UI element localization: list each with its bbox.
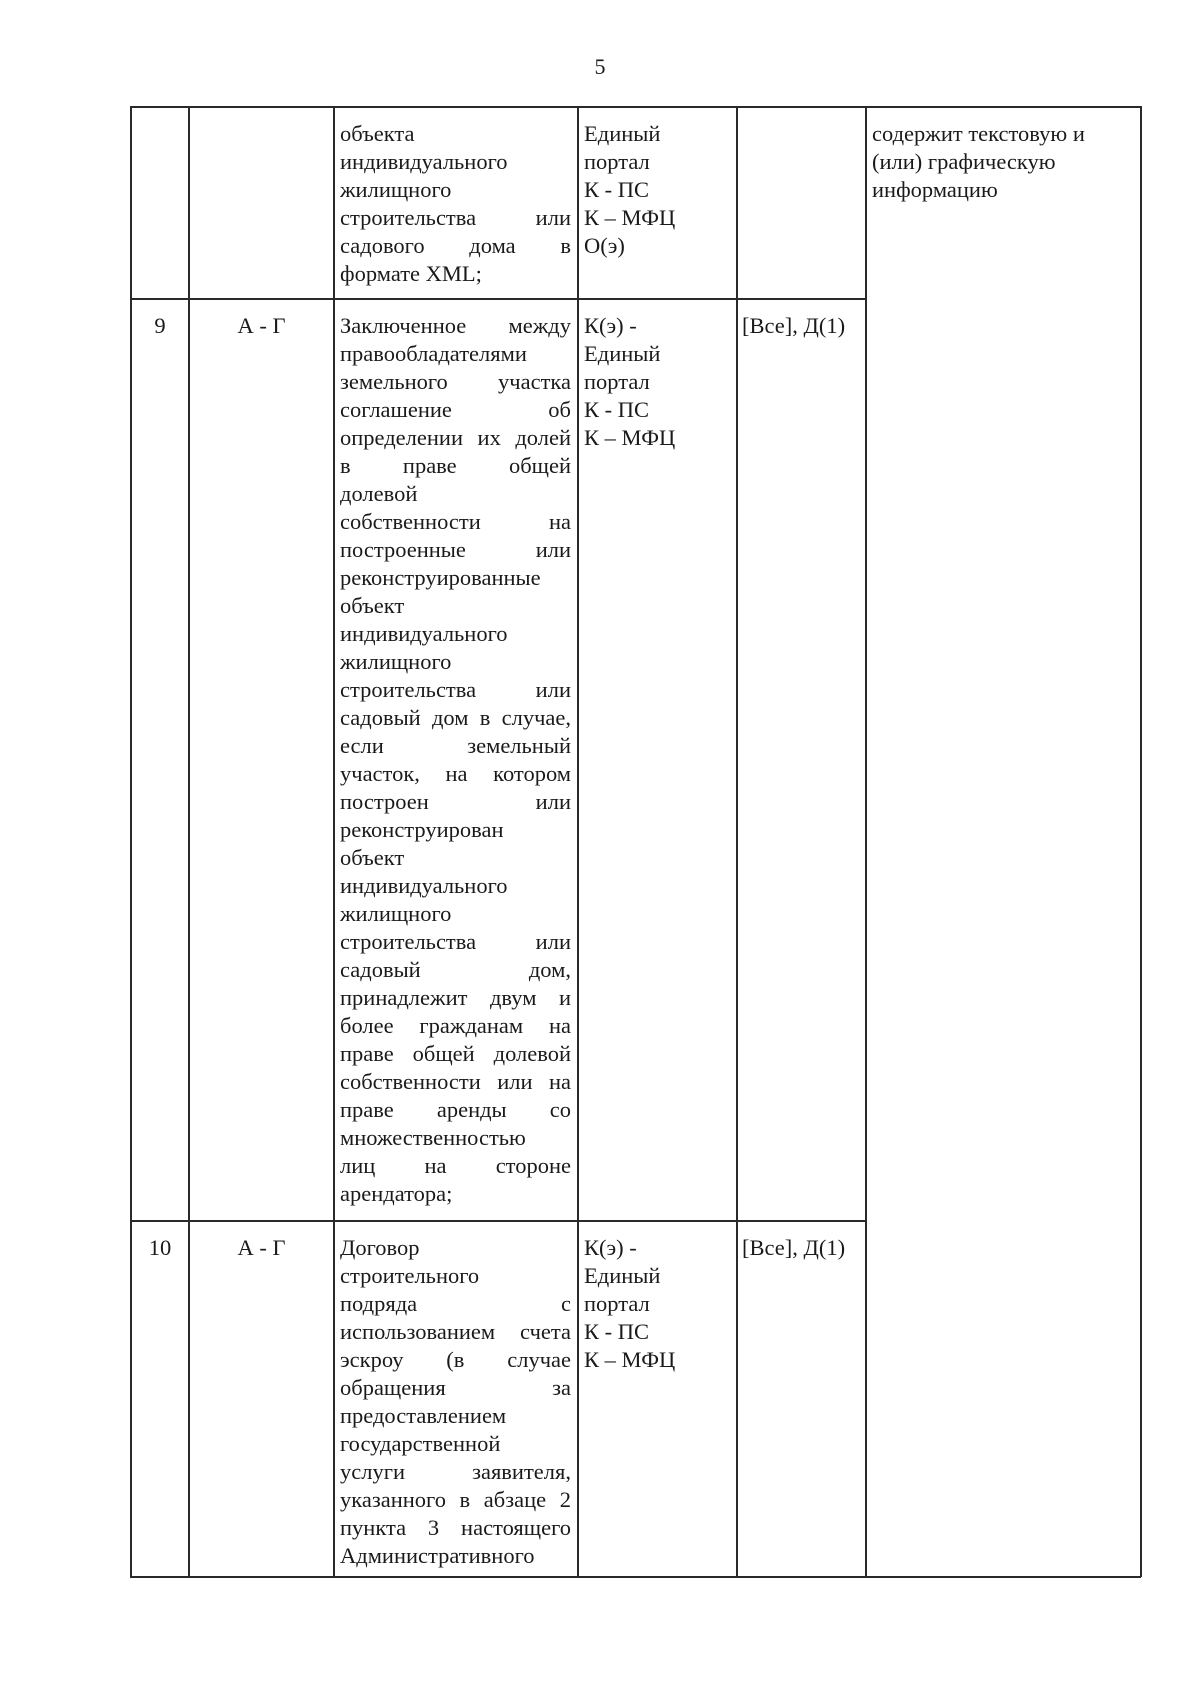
row-divider — [130, 1220, 867, 1222]
document-name-cell — [340, 312, 571, 1208]
column-divider — [865, 106, 867, 1577]
text-line: построенные или — [340, 537, 571, 562]
category-cell — [190, 1234, 333, 1262]
text-line: реконструированные — [340, 565, 541, 590]
text-line: участок, на котором — [340, 761, 571, 786]
notes-cell — [872, 120, 1136, 204]
text-line: обращения за — [340, 1375, 571, 1400]
text-line: О(э) — [584, 233, 625, 258]
text-line: К(э) - — [584, 313, 637, 338]
text-line: построен или — [340, 789, 571, 814]
text-line: правообладателями — [340, 341, 527, 366]
text-line: формате XML; — [340, 261, 482, 286]
text-line: жилищного — [340, 649, 452, 674]
document-name-cell — [340, 120, 571, 288]
column-divider — [333, 106, 335, 1577]
text-line: пункта 3 настоящего — [340, 1515, 571, 1540]
text-line: Единый — [584, 121, 661, 146]
text-line: К – МФЦ — [584, 1347, 676, 1372]
text-line: портал — [584, 149, 650, 174]
text-line: портал — [584, 369, 650, 394]
text-line: объект — [340, 845, 405, 870]
text-line: К(э) - — [584, 1235, 637, 1260]
category-cell — [190, 312, 333, 340]
text-line: содержит текстовую и — [872, 121, 1085, 146]
text-line: Единый — [584, 1263, 661, 1288]
form-cell — [742, 312, 864, 340]
text-line: собственности на — [340, 509, 571, 534]
row-divider — [130, 298, 867, 300]
channels-cell — [584, 1234, 732, 1374]
text-line: множественностью — [340, 1125, 526, 1150]
text-line: определении их долей — [340, 425, 571, 450]
text-line: К - ПС — [584, 397, 650, 422]
text-line: строительного — [340, 1263, 480, 1288]
text-line: объект — [340, 593, 405, 618]
text-line: индивидуального — [340, 873, 508, 898]
form-cell — [742, 1234, 864, 1262]
text-line: земельного участка — [340, 369, 571, 394]
text-line: реконструирован — [340, 817, 504, 842]
text-line: государственной — [340, 1431, 501, 1456]
text-line: принадлежит двум и — [340, 985, 571, 1010]
text-line: подряда с — [340, 1291, 571, 1316]
text-line: портал — [584, 1291, 650, 1316]
channels-cell — [584, 120, 732, 260]
text-line: Заключенное между — [340, 313, 571, 338]
channels-cell — [584, 312, 732, 452]
row-number-cell — [132, 312, 188, 340]
text-line: более гражданам на — [340, 1013, 571, 1038]
text-line: арендатора; — [340, 1181, 453, 1206]
table-border-top — [130, 106, 1141, 108]
text-line: садовый дом, — [340, 957, 571, 982]
text-line: соглашение об — [340, 397, 571, 422]
text-line: строительства или — [340, 929, 571, 954]
text-line: индивидуального — [340, 149, 508, 174]
page-number: 5 — [594, 54, 606, 79]
text-line: Административного — [340, 1543, 535, 1568]
text-line: (или) графическую — [872, 149, 1056, 174]
row-number-cell — [132, 1234, 188, 1262]
text-line: жилищного — [340, 901, 452, 926]
text-line: эскроу (в случае — [340, 1347, 571, 1372]
column-divider — [736, 106, 738, 1577]
text-line: собственности или на — [340, 1069, 571, 1094]
form-label: [Все], Д(1) — [742, 1235, 846, 1260]
row-number: 9 — [154, 313, 166, 338]
text-line: если земельный — [340, 733, 571, 758]
text-line: услуги заявителя, — [340, 1459, 571, 1484]
form-label: [Все], Д(1) — [742, 313, 846, 338]
table-border-bottom — [130, 1576, 1141, 1578]
text-line: К – МФЦ — [584, 425, 676, 450]
text-line: садового дома в — [340, 233, 571, 258]
column-divider — [1140, 106, 1142, 1577]
text-line: праве аренды со — [340, 1097, 571, 1122]
document-name-cell — [340, 1234, 571, 1570]
text-line: Единый — [584, 341, 661, 366]
text-line: лиц на стороне — [340, 1153, 571, 1178]
category-label: А - Г — [237, 313, 286, 338]
text-line: строительства или — [340, 205, 571, 230]
text-line: информацию — [872, 177, 998, 202]
column-divider — [577, 106, 579, 1577]
text-line: К – МФЦ — [584, 205, 676, 230]
text-line: предоставлением — [340, 1403, 507, 1428]
text-line: в праве общей — [340, 453, 571, 478]
text-line: указанного в абзаце 2 — [340, 1487, 571, 1512]
text-line: К - ПС — [584, 1319, 650, 1344]
text-line: праве общей долевой — [340, 1041, 571, 1066]
text-line: объекта — [340, 121, 415, 146]
text-line: строительства или — [340, 677, 571, 702]
text-line: долевой — [340, 481, 418, 506]
text-line: Договор — [340, 1235, 420, 1260]
row-number: 10 — [148, 1235, 172, 1260]
text-line: индивидуального — [340, 621, 508, 646]
category-label: А - Г — [237, 1235, 286, 1260]
text-line: жилищного — [340, 177, 452, 202]
text-line: садовый дом в случае, — [340, 705, 571, 730]
text-line: К - ПС — [584, 177, 650, 202]
text-line: использованием счета — [340, 1319, 571, 1344]
